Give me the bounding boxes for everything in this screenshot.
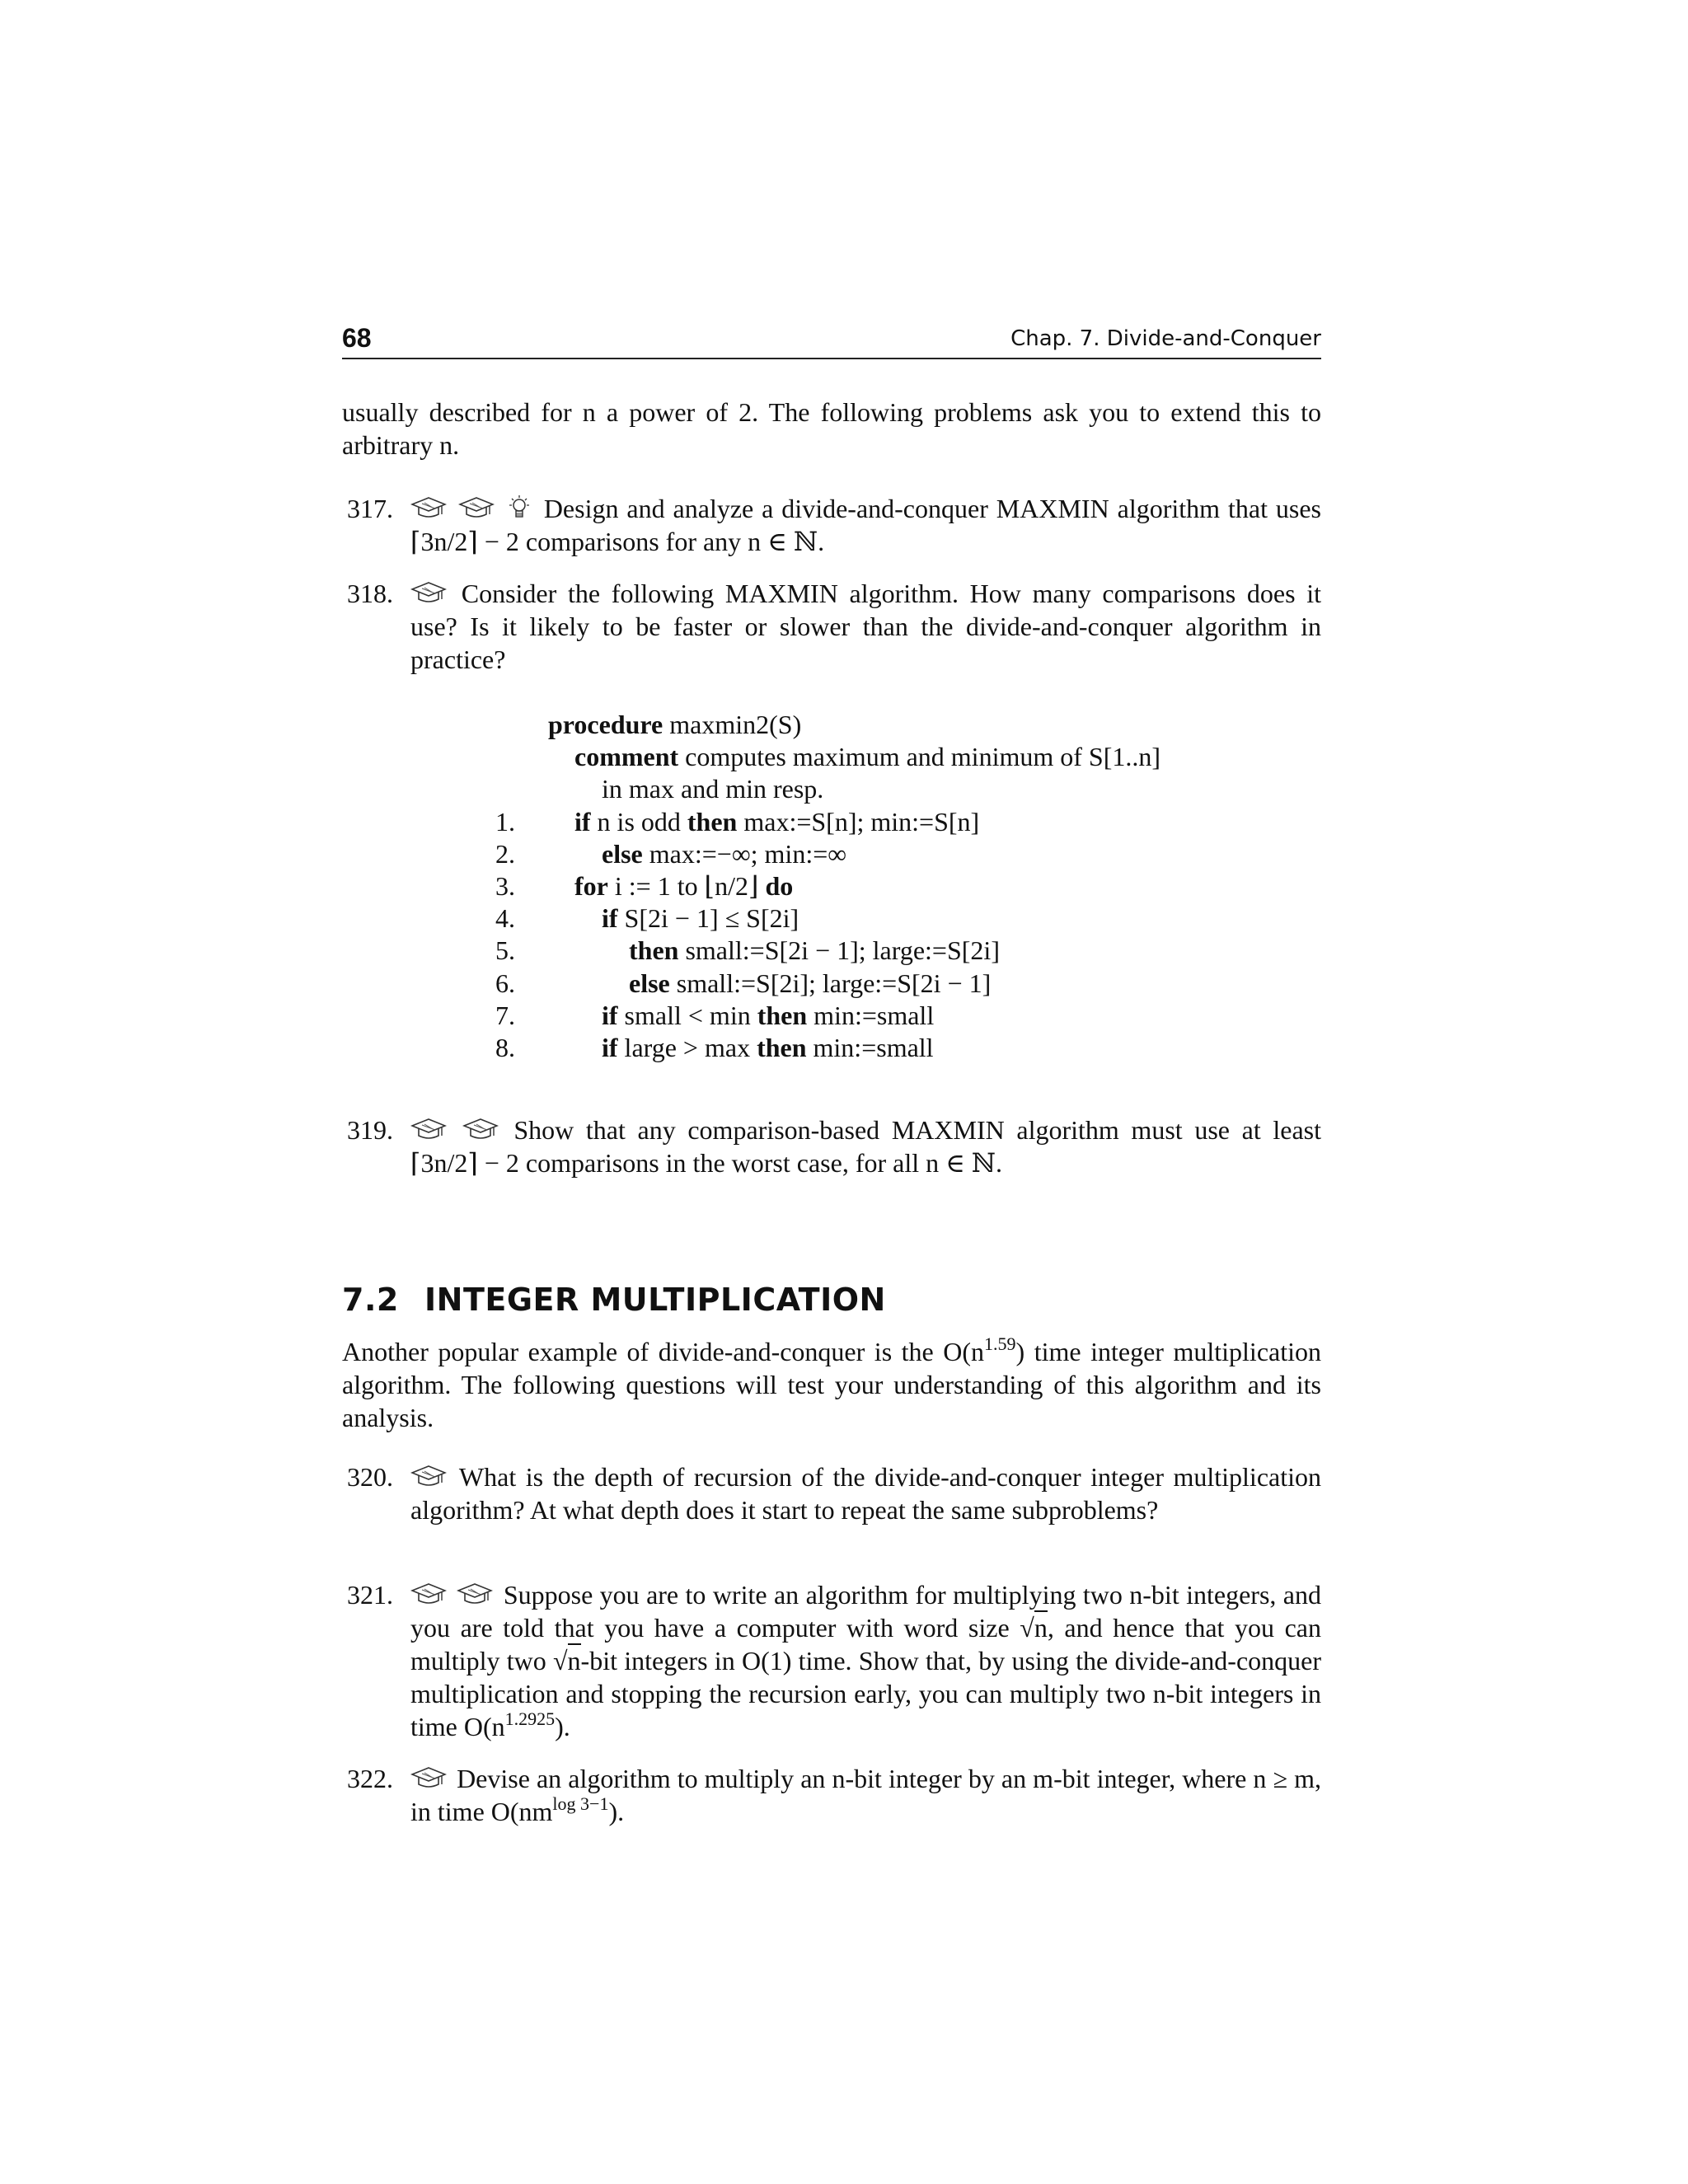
algo-line (478, 741, 1302, 773)
algo-line (478, 935, 1302, 967)
section-intro (342, 1335, 1321, 1434)
algo-line-text: for i := 1 to ⌊n/2⌋ do (574, 870, 794, 901)
algo-line (478, 1000, 1302, 1032)
algo-line-text: if n is odd then max:=S[n]; min:=S[n] (574, 806, 980, 837)
algo-line-text: if small < min then min:=small (602, 1000, 935, 1030)
section-title: INTEGER MULTIPLICATION (424, 1282, 886, 1318)
mortarboard-icon (410, 581, 447, 606)
problem-number: 318. (347, 579, 393, 608)
intro-paragraph (342, 396, 1321, 462)
problem-number: 322. (347, 1764, 393, 1793)
problem-text: Consider the following MAXMIN algorithm. How many comparisons does it use? Is it likely to be faster or slower than the divide-and-conquer algorithm in practice? (410, 579, 1322, 674)
lightbulb-icon (506, 494, 532, 521)
mortarboard-icon (410, 1766, 447, 1791)
intro-text: usually described for n a power of 2. The following problems ask you to extend this to arbitrary n. (342, 397, 1321, 460)
algorithm-maxmin2 (478, 709, 1302, 1064)
mortarboard-icon (410, 1582, 447, 1607)
problem-number: 320. (347, 1462, 393, 1492)
algo-line (478, 773, 1302, 805)
mortarboard-icon (457, 1582, 493, 1607)
algo-line-number: 5. (495, 935, 515, 966)
mortarboard-icon (410, 1118, 447, 1142)
problem-number: 319. (347, 1115, 393, 1145)
problem-317 (342, 492, 1321, 558)
section-heading (342, 1282, 886, 1318)
chapter-title: Chap. 7. Divide-and-Conquer (1010, 326, 1321, 351)
problem-322 (342, 1762, 1321, 1828)
mortarboard-icon (410, 1465, 447, 1489)
algo-line-text: if large > max then min:=small (602, 1032, 934, 1062)
problem-320 (342, 1460, 1321, 1526)
problem-319 (342, 1113, 1321, 1179)
algo-line-text: else max:=−∞; min:=∞ (602, 838, 847, 869)
problem-text: Suppose you are to write an algorithm for multiplying two n-bit integers, and you are told that you have a computer with word size √n, and hence that you can multiply two √n-bit integers in O(1) time. Show that, by using the divide-and-conquer multiplication and stopping the recursion early, you can multiply two n-bit integers in time $O(n^{1.2925})$. (410, 1580, 1322, 1741)
running-header (342, 323, 1321, 359)
algo-line (478, 870, 1302, 902)
algo-line (478, 838, 1302, 870)
mortarboard-icon (462, 1118, 499, 1142)
algo-line (478, 968, 1302, 1000)
problem-number: 317. (347, 494, 393, 523)
page-number: 68 (342, 323, 372, 353)
algo-line-text: else small:=S[2i]; large:=S[2i − 1] (629, 968, 992, 998)
algo-line (478, 1032, 1302, 1064)
algo-line-number: 8. (495, 1032, 515, 1062)
problem-321 (342, 1578, 1321, 1743)
mortarboard-icon (458, 496, 495, 521)
algo-line-number: 7. (495, 1000, 515, 1030)
problem-text: Design and analyze a divide-and-conquer MAXMIN algorithm that uses ⌈3n/2⌉ − 2 comparisons for any n ∈ ℕ. (410, 494, 1322, 556)
algo-line-number: 3. (495, 870, 515, 901)
problem-text: Show that any comparison-based MAXMIN algorithm must use at least ⌈3n/2⌉ − 2 comparisons in the worst case, for all n ∈ ℕ. (410, 1115, 1322, 1178)
algo-line-text: in max and min resp. (602, 774, 824, 804)
problem-text: What is the depth of recursion of the divide-and-conquer integer multiplication algorithm? At what depth does it start to repeat the same subproblems? (410, 1462, 1322, 1525)
problem-text: Devise an algorithm to multiply an n-bit integer by an m-bit integer, where n ≥ m, in time $O(nm^{log 3-1})$. (410, 1764, 1322, 1826)
algo-line-number: 2. (495, 838, 515, 869)
algo-line (478, 902, 1302, 935)
algo-line-text: then small:=S[2i − 1]; large:=S[2i] (629, 935, 1000, 966)
mortarboard-icon (410, 496, 447, 521)
section-number: 7.2 (342, 1282, 399, 1318)
problem-318 (342, 577, 1321, 676)
section-intro-text: Another popular example of divide-and-conquer is the $O(n^{1.59})$ time integer multiplication algorithm. The following questions will test your understanding of this algorithm and its analysis. (342, 1333, 1322, 1432)
algo-line-number: 4. (495, 903, 515, 934)
algo-line (478, 709, 1302, 741)
algo-line-text: comment computes maximum and minimum of S[1..n] (574, 742, 1160, 772)
algo-line-text: if S[2i − 1] ≤ S[2i] (602, 903, 799, 934)
algo-line-number: 6. (495, 968, 515, 998)
problem-number: 321. (347, 1580, 393, 1610)
algo-line (478, 806, 1302, 838)
algo-line-number: 1. (495, 806, 515, 837)
algo-line-text: procedure maxmin2(S) (548, 710, 802, 739)
